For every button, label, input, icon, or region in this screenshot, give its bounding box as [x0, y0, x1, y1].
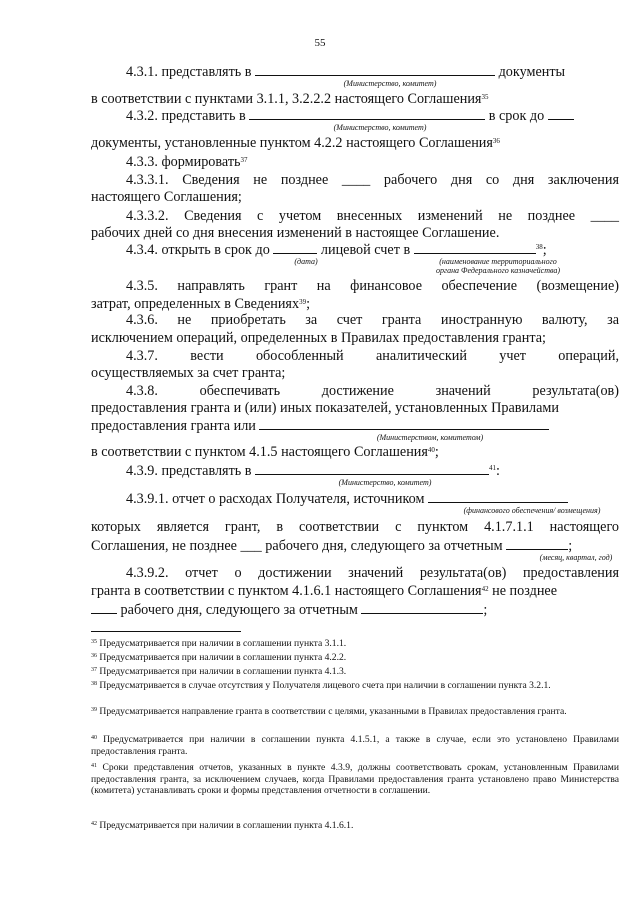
footnote-number: 35	[91, 639, 97, 645]
item-text: в срок до	[488, 108, 545, 124]
footnote-ref: 42	[481, 585, 489, 593]
footnote-text: Предусматривается при наличии в соглашении пункта 4.1.5.1, а также в случае, если это установлено Правилами предоставления гранта.	[91, 734, 619, 757]
footnote-text: Предусматривается при наличии в соглашении пункта 4.1.3.	[99, 666, 347, 677]
footnote-35	[91, 638, 619, 650]
item-text: 4.3.9.1. отчет о расходах Получателя, источником	[126, 491, 425, 507]
caption-org-line2: органа Федерального казначейства)	[435, 266, 561, 275]
item-text: 4.3.3. формировать	[126, 154, 241, 170]
item-4-3-3-2-cont: рабочих дней со дня внесения изменений в настоящее Соглашение.	[91, 225, 500, 241]
footnote-text: Предусматривается при наличии в соглашении пункта 4.1.6.1.	[99, 820, 354, 831]
caption-date: (дата)	[294, 257, 318, 266]
item-text: 4.3.4. открыть в срок до	[126, 242, 270, 258]
item-4-3-9-1-line2: которых является грант, в соответствии с пунктом 4.1.7.1.1 настоящего	[91, 519, 619, 535]
item-4-3-2-cont	[91, 135, 500, 152]
item-text: в соответствии с пунктами 3.1.1, 3.2.2.2 настоящего Соглашения	[91, 91, 482, 107]
item-text: затрат, определенных в Сведениях	[91, 296, 300, 312]
blank-line	[414, 241, 536, 254]
footnote-number: 37	[91, 667, 97, 673]
item-text: 4.3.2. представить в	[126, 108, 246, 124]
item-text: предоставления гранта или	[91, 418, 256, 434]
footnote-number: 36	[91, 653, 97, 659]
footnote-ref: 40	[427, 446, 435, 454]
footnote-text: Предусматривается в случае отсутствия у Получателя лицевого счета при наличии в соглашении пункта 3.2.1.	[99, 680, 551, 691]
footnote-number: 42	[91, 821, 97, 827]
item-4-3-5-cont: затрат, определенных в Сведениях$^{39}$;	[91, 296, 311, 312]
blank-line	[249, 107, 485, 120]
footnote-39	[91, 706, 619, 718]
footnote-ref: 37	[240, 156, 248, 164]
footnote-ref: 36	[492, 137, 500, 145]
item-4-3-1-cont	[91, 91, 488, 108]
item-4-3-9-2-line3: рабочего дня, следующего за отчетным ;	[91, 601, 487, 619]
footnote-text: Предусматривается при наличии в соглашении пункта 3.1.1.	[99, 638, 347, 649]
caption-ministry: (Министерство, комитет)	[333, 123, 427, 132]
caption-ministry: (Министерство, комитет)	[343, 79, 437, 88]
item-4-3-4: 4.3.4. открыть в срок до лицевой счет в $^{38}$;	[126, 242, 547, 258]
blank-line	[273, 241, 317, 254]
blank-line	[361, 601, 483, 614]
item-4-3-9-2-line2	[91, 583, 557, 600]
item-4-3-6: 4.3.6. не приобретать за счет гранта иностранную валюту, за	[126, 312, 619, 328]
item-4-3-9-1-line3: Соглашения, не позднее ___ рабочего дня, следующего за отчетным ;	[91, 538, 573, 554]
footnote-36	[91, 652, 619, 664]
item-4-3-8-line2: предоставления гранта и (или) иных показателей, установленных Правилами	[91, 400, 559, 416]
footnote-number: 41	[91, 763, 97, 769]
item-4-3-5: 4.3.5. направлять грант на финансовое обеспечение (возмещение)	[126, 278, 619, 294]
footnote-40	[91, 734, 619, 757]
footnote-ref: 39	[299, 298, 307, 306]
caption-period: (месяц, квартал, год)	[539, 553, 613, 562]
item-4-3-3-1: 4.3.3.1. Сведения не позднее ____ рабочего дня со дня заключения	[126, 172, 619, 188]
caption-financing: (финансового обеспечения/ возмещения)	[463, 506, 601, 515]
item-text: рабочего дня, следующего за отчетным	[120, 602, 358, 618]
footnote-ref: 35	[481, 93, 489, 101]
blank-line	[506, 537, 568, 550]
item-4-3-3	[126, 154, 248, 171]
footnote-38	[91, 680, 619, 692]
item-4-3-7-cont: осуществляемых за счет гранта;	[91, 365, 286, 381]
footnote-text: Сроки представления отчетов, указанных в пункте 4.3.9, должны соответствовать срокам, установленным Правилами предоставления гранта, за исключением случаев, когда Правилами предоставления гранта установлено право Министерства (комитета) устанавливать сроки и формы представления отчетности в соглашении.	[91, 762, 619, 796]
footnote-text: Предусматривается при наличии в соглашении пункта 4.2.2.	[99, 652, 347, 663]
footnote-number: 40	[91, 735, 97, 741]
item-4-3-9-2: 4.3.9.2. отчет о достижении значений результата(ов) предоставления	[126, 565, 619, 581]
blank-line	[259, 417, 549, 430]
item-text: гранта в соответствии с пунктом 4.1.6.1 настоящего Соглашения	[91, 583, 482, 599]
footnote-number: 39	[91, 707, 97, 713]
footnote-text: Предусматривается направление гранта в соответствии с целями, указанными в Правилах предоставления гранта.	[99, 706, 567, 717]
blank-line	[91, 601, 117, 614]
item-text: лицевой счет в	[320, 242, 411, 258]
caption-ministry: (Министерством, комитетом)	[376, 433, 484, 442]
item-4-3-3-1-cont: настоящего Соглашения;	[91, 189, 242, 205]
page-number: 55	[314, 37, 326, 49]
blank-line	[255, 462, 489, 475]
item-text: 4.3.9. представлять в	[126, 463, 252, 479]
blank-line	[255, 63, 495, 76]
blank-line	[548, 107, 574, 120]
item-4-3-6-cont: исключением операций, определенных в Правилах предоставления гранта;	[91, 330, 546, 346]
item-text: документы, установленные пунктом 4.2.2 настоящего Соглашения	[91, 135, 493, 151]
footnote-separator	[91, 631, 241, 632]
blank-line	[428, 490, 568, 503]
item-4-3-9: 4.3.9. представлять в $^{41}$:	[126, 463, 500, 479]
item-4-3-8: 4.3.8. обеспечивать достижение значений результата(ов)	[126, 383, 619, 399]
item-text: Соглашения, не позднее ___ рабочего дня, следующего за отчетным	[91, 538, 503, 554]
item-text: 4.3.1. представлять в	[126, 64, 252, 80]
item-4-3-8-line4: в соответствии с пунктом 4.1.5 настоящего Соглашения$^{40}$;	[91, 444, 439, 460]
item-4-3-7: 4.3.7. вести обособленный аналитический учет операций,	[126, 348, 619, 364]
item-4-3-3-2: 4.3.3.2. Сведения с учетом внесенных изменений не позднее ____	[126, 208, 619, 224]
footnote-37	[91, 666, 619, 678]
footnote-ref: 38	[535, 243, 543, 251]
item-text: не позднее	[492, 583, 558, 599]
item-text: в соответствии с пунктом 4.1.5 настоящего Соглашения	[91, 444, 428, 460]
footnote-42	[91, 820, 619, 832]
caption-ministry: (Министерство, комитет)	[338, 478, 432, 487]
footnote-ref: 41	[489, 464, 497, 472]
caption-org-line1: (наименование территориального	[439, 257, 557, 266]
footnote-number: 38	[91, 681, 97, 687]
footnote-41	[91, 762, 619, 797]
item-text: документы	[498, 64, 566, 80]
